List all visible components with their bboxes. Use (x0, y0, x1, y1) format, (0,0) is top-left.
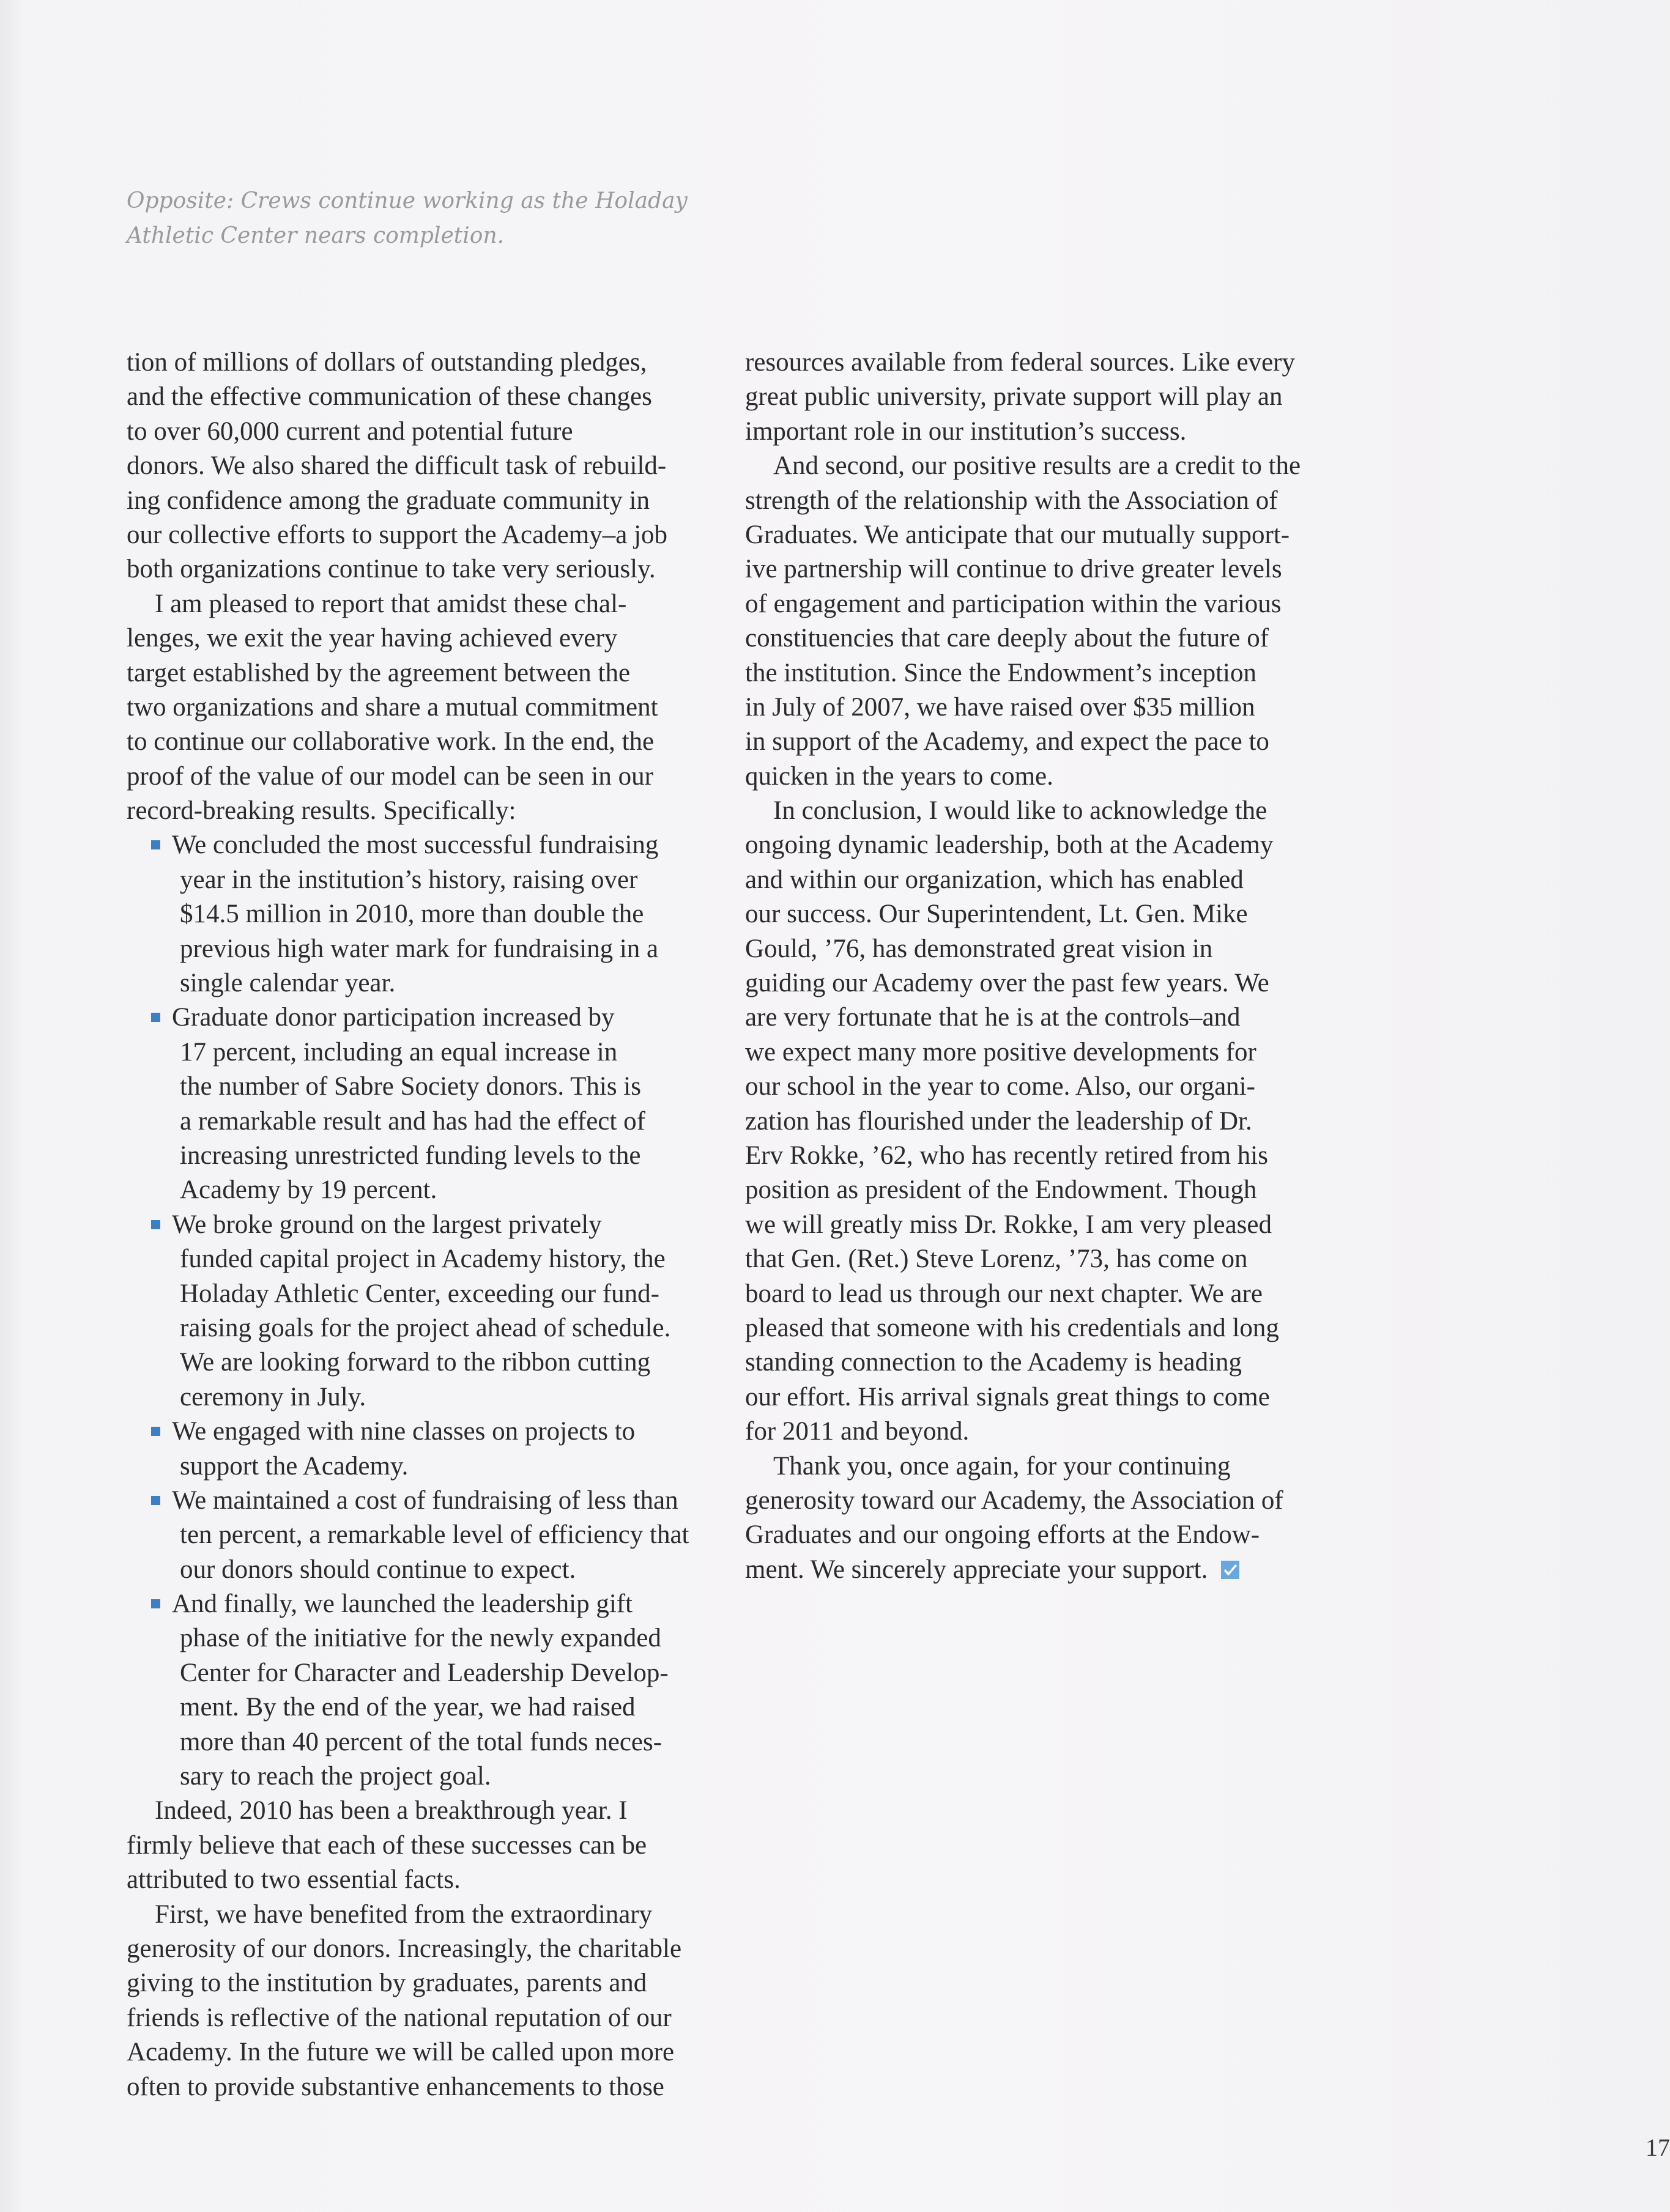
bullet-item-line (127, 1242, 708, 1276)
line-text: quicken in the years to come. (745, 761, 1053, 791)
square-bullet-icon (151, 1496, 160, 1505)
line-text: funded capital project in Academy history, the (180, 1245, 666, 1274)
line-text: In conclusion, I would like to acknowledge the (773, 796, 1267, 826)
text-line (745, 621, 1326, 656)
text-line (127, 484, 708, 518)
text-line (745, 1001, 1326, 1035)
paragraph-first-line (127, 587, 708, 621)
text-line (745, 1139, 1326, 1173)
line-text: we will greatly miss Dr. Rokke, I am very pleased (745, 1210, 1272, 1239)
line-text: to over 60,000 current and potential future (127, 416, 573, 446)
bullet-item-first-line (127, 1208, 708, 1242)
text-line (745, 1415, 1326, 1449)
bullet-item-line (127, 1690, 708, 1725)
bullet-item-line (127, 1621, 708, 1655)
line-text: attributed to two essential facts. (127, 1865, 461, 1895)
line-text: Thank you, once again, for your continuing (773, 1451, 1231, 1481)
line-text: position as president of the Endowment. Though (745, 1175, 1257, 1205)
text-line (127, 415, 708, 449)
line-text: We maintained a cost of fundraising of less than (172, 1485, 678, 1515)
text-line (127, 380, 708, 414)
text-line (127, 552, 708, 586)
line-text: our collective efforts to support the Academy–a job (127, 520, 668, 549)
text-line (745, 863, 1326, 897)
line-text: ongoing dynamic leadership, both at the Academy (745, 830, 1274, 860)
line-text: Gould, ’76, has demonstrated great vision in (745, 934, 1213, 963)
line-text: for 2011 and beyond. (745, 1417, 970, 1446)
text-line (745, 932, 1326, 966)
text-line (745, 1345, 1326, 1380)
line-text: increasing unrestricted funding levels to the (180, 1141, 641, 1170)
text-line (745, 1104, 1326, 1139)
line-text: giving to the institution by graduates, parents and (127, 1969, 647, 1998)
line-text: Academy. In the future we will be called upon more (127, 2038, 675, 2067)
text-line (127, 690, 708, 725)
bullet-item-line (127, 1104, 708, 1139)
bullet-item-line (127, 1277, 708, 1311)
line-text: proof of the value of our model can be seen in our (127, 761, 653, 791)
text-line (127, 794, 708, 828)
bullet-item-line (127, 1311, 708, 1345)
text-line (745, 1311, 1326, 1345)
text-line (127, 2035, 708, 2070)
line-text: the institution. Since the Endowment’s inception (745, 658, 1257, 687)
bullet-item-line (127, 1380, 708, 1415)
line-text: First, we have benefited from the extraordinary (155, 1899, 653, 1929)
bullet-item-line (127, 1173, 708, 1207)
line-text: to continue our collaborative work. In the end, the (127, 727, 655, 756)
line-text: the number of Sabre Society donors. This is (180, 1072, 641, 1101)
text-line (745, 828, 1326, 862)
line-text: ment. We sincerely appreciate your support. (745, 1555, 1208, 1584)
line-text: 17 percent, including an equal increase in (180, 1037, 618, 1067)
text-line (127, 1966, 708, 2000)
bullet-item-first-line (127, 1001, 708, 1035)
line-text: both organizations continue to take very seriously. (127, 555, 656, 584)
line-text: Center for Character and Leadership Develop- (180, 1658, 669, 1687)
photo-caption (127, 183, 688, 253)
text-line (745, 484, 1326, 518)
line-text: raising goals for the project ahead of schedule. (180, 1313, 671, 1342)
text-line (127, 621, 708, 656)
bullet-item-line (127, 1345, 708, 1380)
line-text: more than 40 percent of the total funds neces- (180, 1727, 662, 1756)
text-line (127, 1932, 708, 1966)
line-text: Erv Rokke, ’62, who has recently retired from his (745, 1141, 1268, 1170)
text-line (127, 1829, 708, 1863)
bullet-item-line (127, 1725, 708, 1759)
line-text: ment. By the end of the year, we had raised (180, 1693, 636, 1722)
line-text: support the Academy. (180, 1451, 409, 1481)
text-line (127, 760, 708, 794)
line-text: generosity toward our Academy, the Association of (745, 1485, 1283, 1515)
line-text: that Gen. (Ret.) Steve Lorenz, ’73, has come on (745, 1245, 1248, 1274)
line-text: resources available from federal sources. Like every (745, 348, 1295, 377)
text-line (745, 1277, 1326, 1311)
line-text: tion of millions of dollars of outstanding pledges, (127, 348, 647, 377)
line-text: friends is reflective of the national reputation of our (127, 2003, 672, 2032)
line-text: And finally, we launched the leadership gift (172, 1589, 633, 1619)
bullet-item-line (127, 966, 708, 1001)
line-text: I am pleased to report that amidst these chal- (155, 589, 627, 618)
text-line (745, 690, 1326, 725)
line-text: single calendar year. (180, 969, 396, 998)
line-text: firmly believe that each of these successes can be (127, 1830, 647, 1860)
bullet-item-line (127, 1518, 708, 1552)
line-text: $14.5 million in 2010, more than double the (180, 900, 644, 929)
text-line (745, 1035, 1326, 1070)
text-line (745, 760, 1326, 794)
line-text: donors. We also shared the difficult task of rebuild- (127, 451, 667, 481)
line-text: our effort. His arrival signals great things to come (745, 1382, 1270, 1411)
text-line (745, 1070, 1326, 1104)
line-text: of engagement and participation within the various (745, 589, 1282, 618)
text-line (127, 518, 708, 552)
paragraph-first-line (745, 794, 1326, 828)
text-line (745, 552, 1326, 586)
line-text: We engaged with nine classes on projects to (172, 1417, 636, 1446)
square-bullet-icon (151, 1427, 160, 1436)
paragraph-first-line (127, 1794, 708, 1828)
bullet-item-line (127, 1553, 708, 1587)
line-text: in July of 2007, we have raised over $35 million (745, 692, 1255, 722)
line-text: And second, our positive results are a credit to the (773, 451, 1301, 481)
text-line (745, 1553, 1326, 1587)
line-text: constituencies that care deeply about the future of (745, 624, 1269, 653)
text-line (745, 1484, 1326, 1518)
paragraph-first-line (745, 449, 1326, 483)
line-text: ceremony in July. (180, 1382, 366, 1411)
line-text: and the effective communication of these changes (127, 382, 652, 412)
line-text: phase of the initiative for the newly expanded (180, 1624, 661, 1653)
line-text: generosity of our donors. Increasingly, the charitable (127, 1934, 682, 1963)
line-text: ten percent, a remarkable level of efficiency that (180, 1520, 689, 1550)
line-text: sary to reach the project goal. (180, 1762, 491, 1791)
checkbox-end-mark-icon (1221, 1561, 1239, 1579)
line-text: great public university, private support will play an (745, 382, 1283, 412)
line-text: a remarkable result and has had the effect of (180, 1106, 645, 1136)
line-text: our school in the year to come. Also, our organi- (745, 1072, 1255, 1101)
text-line (127, 346, 708, 380)
text-line (127, 2001, 708, 2035)
line-text: pleased that someone with his credentials and long (745, 1313, 1279, 1342)
line-text: target established by the agreement between the (127, 658, 631, 687)
caption-line: Opposite: Crews continue working as the Holaday (127, 188, 688, 213)
line-text: Graduates and our ongoing efforts at the Endow- (745, 1520, 1260, 1550)
line-text: guiding our Academy over the past few years. We (745, 969, 1269, 998)
line-text: we expect many more positive developments for (745, 1037, 1256, 1067)
text-line (745, 415, 1326, 449)
square-bullet-icon (151, 1599, 160, 1608)
line-text: record-breaking results. Specifically: (127, 796, 516, 826)
text-line (745, 1173, 1326, 1207)
bullet-item-line (127, 1656, 708, 1690)
text-line (127, 725, 708, 759)
line-text: strength of the relationship with the Association of (745, 486, 1278, 515)
paragraph-first-line (127, 1898, 708, 1932)
bullet-item-line (127, 897, 708, 931)
bullet-item-first-line (127, 1484, 708, 1518)
bullet-item-line (127, 1759, 708, 1794)
line-text: zation has flourished under the leadership of Dr. (745, 1106, 1252, 1136)
bullet-item-line (127, 1070, 708, 1104)
text-line (745, 518, 1326, 552)
square-bullet-icon (151, 840, 160, 849)
bullet-item-line (127, 1139, 708, 1173)
caption-line: Athletic Center nears completion. (127, 223, 505, 248)
square-bullet-icon (151, 1013, 160, 1022)
text-line (745, 587, 1326, 621)
line-text: important role in our institution’s success. (745, 416, 1187, 446)
text-line (127, 656, 708, 690)
text-line (127, 449, 708, 483)
line-text: our donors should continue to expect. (180, 1555, 576, 1584)
line-text: ive partnership will continue to drive greater levels (745, 555, 1282, 584)
line-text: are very fortunate that he is at the controls–and (745, 1003, 1241, 1032)
bullet-item-line (127, 1035, 708, 1070)
text-line (127, 2070, 708, 2104)
line-text: Academy by 19 percent. (180, 1175, 437, 1205)
text-line (745, 1242, 1326, 1276)
line-text: We broke ground on the largest privately (172, 1210, 602, 1239)
line-text: lenges, we exit the year having achieved every (127, 624, 618, 653)
line-text: Indeed, 2010 has been a breakthrough year. I (155, 1796, 628, 1825)
text-line (745, 897, 1326, 931)
line-text: board to lead us through our next chapter. We are (745, 1279, 1263, 1308)
line-text: in support of the Academy, and expect the pace to (745, 727, 1269, 756)
bullet-item-first-line (127, 1415, 708, 1449)
line-text: Graduates. We anticipate that our mutually support- (745, 520, 1290, 549)
line-text: our success. Our Superintendent, Lt. Gen. Mike (745, 900, 1248, 929)
right-text-column (745, 346, 1326, 1587)
text-line (745, 725, 1326, 759)
text-line (745, 966, 1326, 1001)
text-line (745, 1208, 1326, 1242)
line-text: standing connection to the Academy is heading (745, 1348, 1242, 1377)
text-line (745, 1380, 1326, 1415)
bullet-item-first-line (127, 828, 708, 862)
text-line (745, 380, 1326, 414)
bullet-item-first-line (127, 1587, 708, 1621)
text-line (127, 1863, 708, 1897)
bullet-item-line (127, 932, 708, 966)
line-text: two organizations and share a mutual commitment (127, 692, 658, 722)
line-text: We are looking forward to the ribbon cutting (180, 1348, 651, 1377)
line-text: previous high water mark for fundraising in a (180, 934, 659, 963)
line-text: ing confidence among the graduate community in (127, 486, 650, 515)
bullet-item-line (127, 863, 708, 897)
text-line (745, 346, 1326, 380)
text-line (745, 1518, 1326, 1552)
page-number: 17 (1646, 2134, 1670, 2161)
square-bullet-icon (151, 1220, 160, 1229)
line-text: and within our organization, which has enabled (745, 865, 1244, 894)
line-text: Graduate donor participation increased by (172, 1003, 615, 1032)
line-text: year in the institution’s history, raising over (180, 865, 638, 894)
line-text: often to provide substantive enhancements to those (127, 2072, 664, 2101)
line-text: Holaday Athletic Center, exceeding our fund- (180, 1279, 659, 1308)
bullet-item-line (127, 1449, 708, 1484)
text-line (745, 656, 1326, 690)
left-text-column (127, 346, 708, 2104)
paragraph-first-line (745, 1449, 1326, 1484)
line-text: We concluded the most successful fundraising (172, 830, 659, 860)
